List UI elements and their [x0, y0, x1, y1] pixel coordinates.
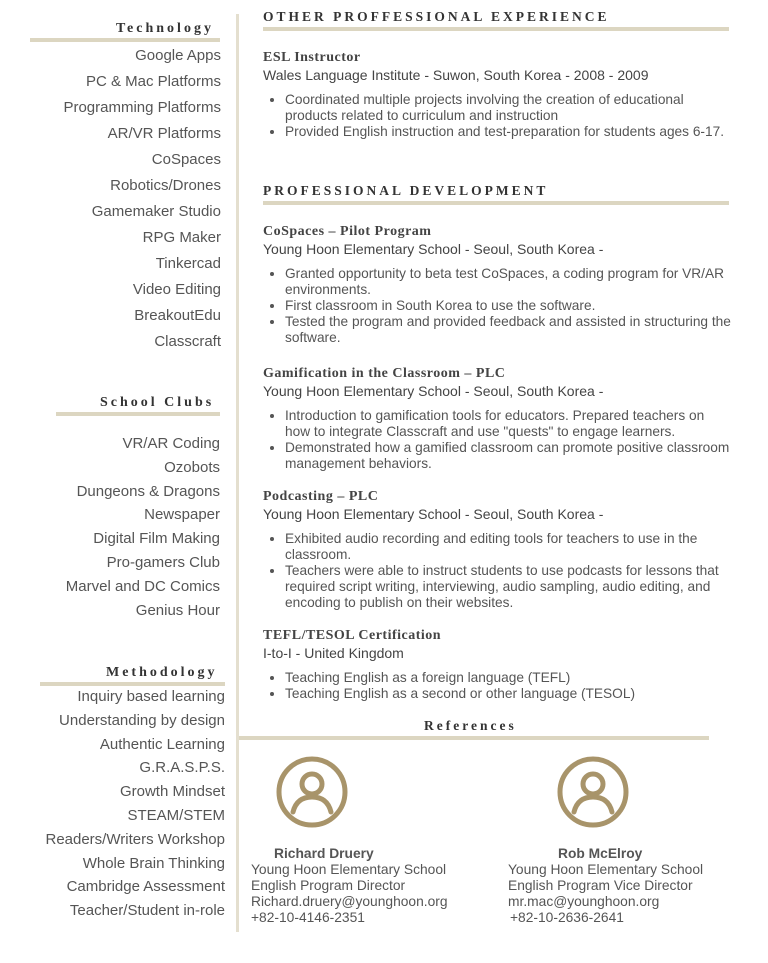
clubs-list [66, 432, 220, 622]
bullet-item: • Coordinated multiple projects involving the creation of educational products related to curriculum and instruction [285, 92, 733, 124]
reference-email[interactable]: Richard.druery@younghoon.org [251, 894, 448, 909]
reference-role: English Program Vice Director [508, 878, 693, 893]
sidebar-list-item: RPG Maker [142, 229, 221, 246]
sidebar-list-item: Cambridge Assessment [66, 878, 225, 896]
development-rule [263, 201, 729, 205]
sidebar-list-item: PC & Mac Platforms [85, 73, 221, 90]
bullet-item: • Teaching English as a foreign language (TEFL) [285, 670, 733, 686]
sidebar-list-item: Teacher/Student in-role [69, 902, 225, 920]
experience-entry [263, 50, 733, 140]
experience-heading: OTHER PROFFESSIONAL EXPERIENCE [263, 9, 610, 24]
sidebar-list-item: Google Apps [135, 47, 221, 64]
sidebar-list-item: Genius Hour [135, 601, 220, 619]
clubs-heading: School Clubs [100, 395, 215, 410]
person-avatar-icon [276, 756, 348, 828]
sidebar-list-item: CoSpaces [151, 151, 221, 168]
technology-list [63, 43, 221, 355]
references-heading: References [424, 718, 517, 733]
entry-title: Podcasting – PLC [263, 489, 379, 504]
person-avatar-icon [557, 756, 629, 828]
sidebar-list-item: STEAM/STEM [127, 806, 225, 824]
sidebar-list-item: Readers/Writers Workshop [45, 830, 225, 848]
methodology-list [45, 685, 225, 923]
entry-subtitle: Young Hoon Elementary School - Seoul, South Korea - [263, 241, 604, 257]
reference-school: Young Hoon Elementary School [508, 862, 704, 877]
technology-heading: Technology [116, 21, 214, 36]
development-entry-tefl [263, 628, 733, 702]
sidebar-list-item: Whole Brain Thinking [82, 854, 225, 872]
methodology-heading: Methodology [106, 665, 218, 680]
entry-bullets [263, 266, 733, 346]
bullet-item: • Granted opportunity to beta test CoSpaces, a coding program for VR/AR environments. [285, 266, 733, 298]
sidebar-list-item: Inquiry based learning [77, 688, 225, 705]
entry-bullets [263, 531, 733, 611]
reference-role: English Program Director [251, 878, 406, 893]
bullet-item: • Teaching English as a second or other language (TESOL) [285, 686, 733, 702]
sidebar-list-item: AR/VR Platforms [107, 125, 221, 142]
experience-rule [263, 27, 729, 31]
sidebar-list-item: Programming Platforms [63, 99, 221, 116]
reference-name: Richard Druery [274, 846, 374, 861]
sidebar-list-item: Pro-gamers Club [106, 553, 220, 571]
technology-rule [30, 38, 220, 42]
sidebar-list-item: Authentic Learning [99, 735, 225, 753]
entry-subtitle: Young Hoon Elementary School - Seoul, South Korea - [263, 506, 604, 522]
bullet-item: • Tested the program and provided feedback and assisted in structuring the software. [285, 314, 733, 346]
reference-card-2 [508, 846, 703, 926]
bullet-item: • First classroom in South Korea to use the software. [285, 298, 733, 314]
sidebar-list-item: Marvel and DC Comics [65, 577, 220, 595]
entry-bullets [263, 670, 733, 702]
sidebar-list-item: Newspaper [144, 506, 220, 524]
clubs-rule [56, 412, 220, 416]
references-rule [239, 736, 709, 740]
entry-subtitle: I-to-I - United Kingdom [263, 645, 404, 661]
sidebar-list-item: Video Editing [132, 281, 221, 298]
sidebar-list-item: Tinkercad [155, 255, 221, 272]
reference-card-1 [251, 846, 448, 926]
bullet-item: • Provided English instruction and test-preparation for students ages 6-17. [285, 124, 733, 140]
reference-phone: +82-10-2636-2641 [510, 910, 624, 925]
sidebar-list-item: Classcraft [154, 333, 221, 350]
reference-email[interactable]: mr.mac@younghoon.org [508, 894, 660, 909]
development-entry-podcasting [263, 489, 733, 611]
sidebar-list-item: Digital Film Making [93, 530, 220, 548]
entry-bullets [263, 92, 733, 140]
bullet-item: • Introduction to gamification tools for educators. Prepared teachers on how to integrate Classcraft and use "quests" to engage learners. [285, 408, 733, 440]
entry-bullets [263, 408, 733, 472]
bullet-item: • Exhibited audio recording and editing tools for teachers to use in the classroom. [285, 531, 733, 563]
development-entry-cospaces [263, 224, 733, 346]
sidebar-list-item: Growth Mindset [119, 783, 225, 801]
entry-subtitle: Young Hoon Elementary School - Seoul, South Korea - [263, 383, 604, 399]
reference-name: Rob McElroy [558, 846, 643, 861]
sidebar-list-item: Understanding by design [59, 711, 225, 729]
sidebar-list-item: Robotics/Drones [110, 177, 221, 194]
entry-title: CoSpaces – Pilot Program [263, 224, 432, 239]
bullet-item: • Demonstrated how a gamified classroom can promote positive classroom management behaviors. [285, 440, 733, 472]
sidebar-list-item: Dungeons & Dragons [76, 482, 220, 500]
reference-school: Young Hoon Elementary School [251, 862, 447, 877]
entry-subtitle: Wales Language Institute - Suwon, South Korea - 2008 - 2009 [263, 67, 649, 83]
development-entry-gamification [263, 366, 733, 472]
sidebar-list-item: Ozobots [164, 458, 220, 476]
entry-title: ESL Instructor [263, 50, 361, 65]
sidebar-list-item: BreakoutEdu [134, 307, 221, 324]
entry-title: TEFL/TESOL Certification [263, 628, 442, 643]
bullet-item: • Teachers were able to instruct students to use podcasts for lessons that required script writing, interviewing, audio sampling, audio editing, and encoding to publish on their websites. [285, 563, 733, 611]
entry-title: Gamification in the Classroom – PLC [263, 366, 506, 381]
sidebar-list-item: VR/AR Coding [122, 435, 220, 452]
sidebar-list-item: G.R.A.S.P.S. [139, 759, 225, 777]
reference-phone: +82-10-4146-2351 [251, 910, 365, 925]
column-divider [236, 14, 239, 932]
sidebar-list-item: Gamemaker Studio [91, 203, 221, 220]
development-heading: PROFESSIONAL DEVELOPMENT [263, 183, 549, 198]
